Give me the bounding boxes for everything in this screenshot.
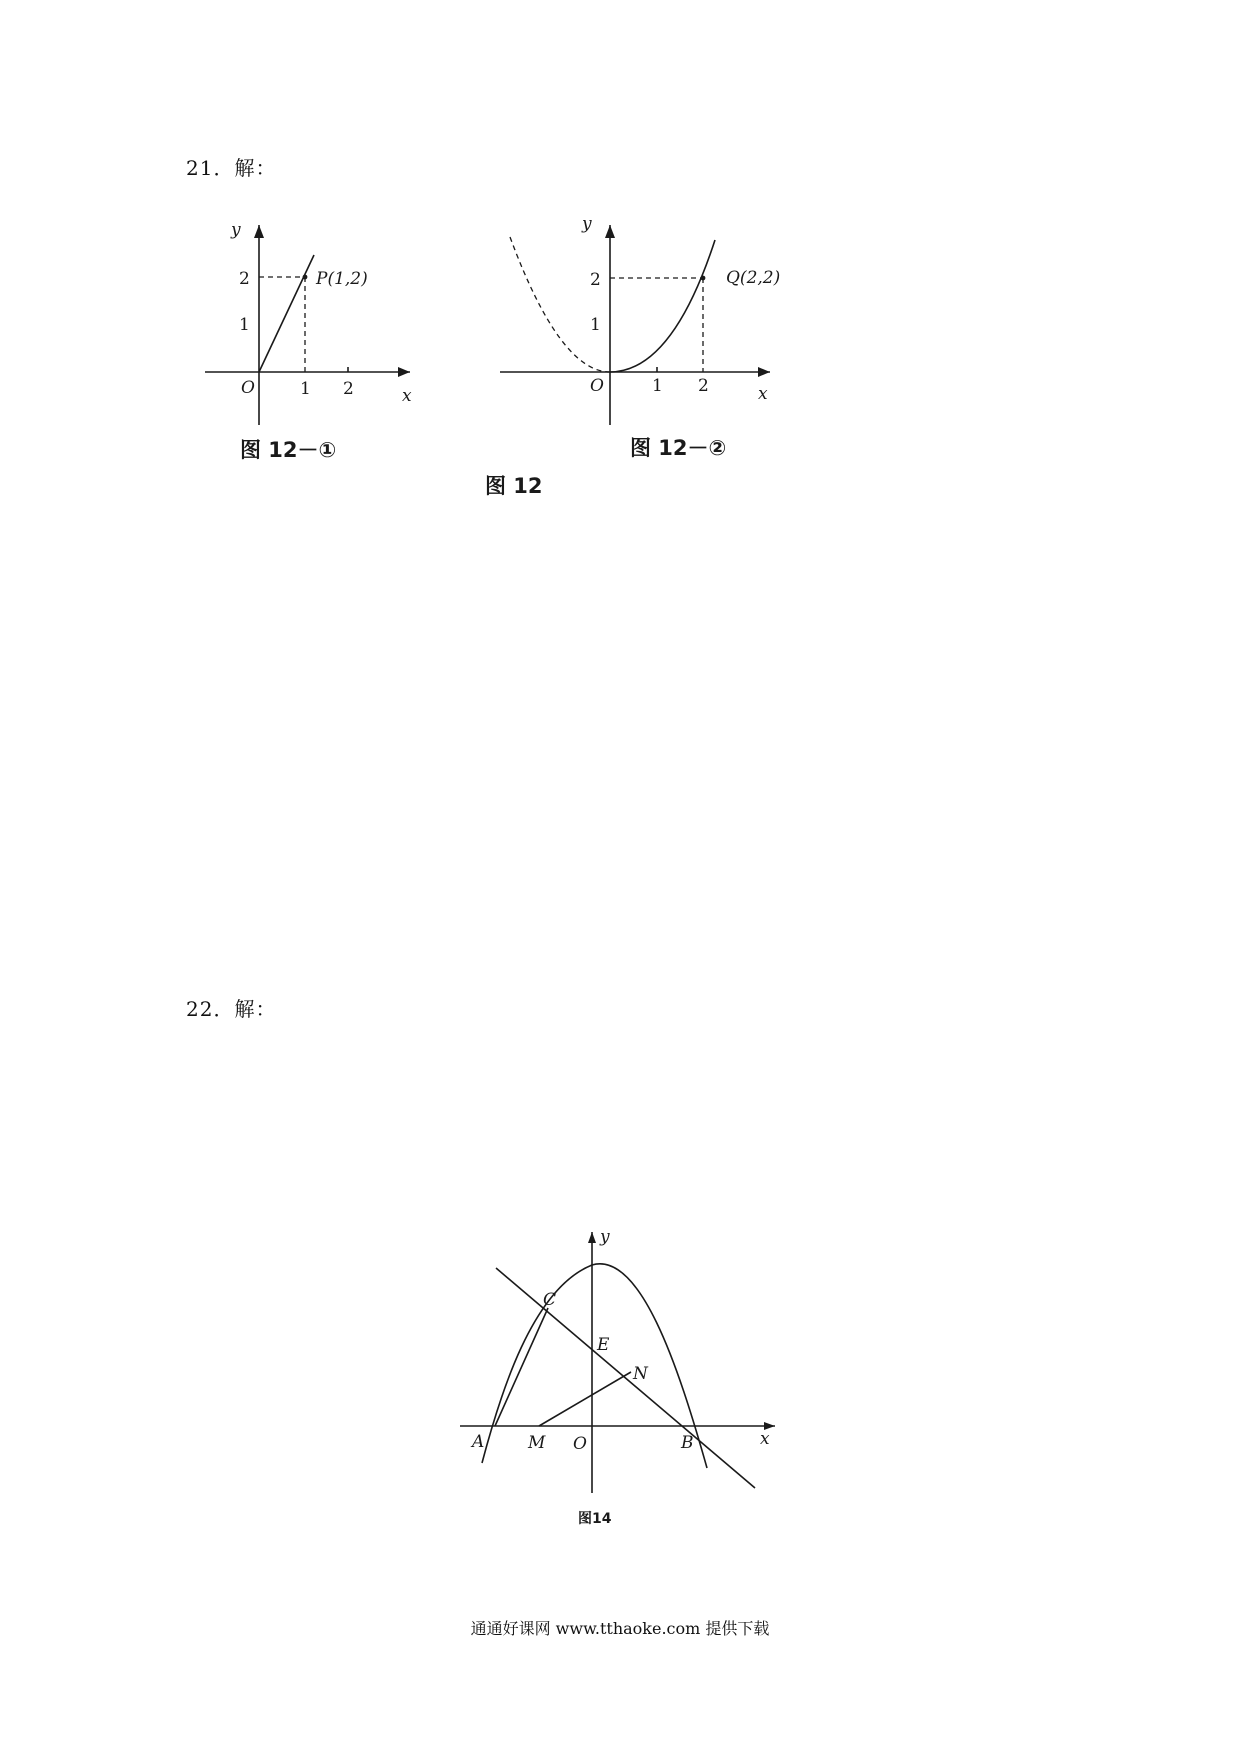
label-m: M	[528, 1433, 546, 1453]
origin-label: O	[241, 378, 255, 398]
point-p	[303, 275, 308, 280]
tick-label-x1: 1	[652, 376, 663, 396]
label-e: E	[597, 1335, 610, 1355]
label-b: B	[681, 1433, 694, 1453]
segment-ac	[495, 1308, 548, 1426]
y-axis-label: y	[582, 214, 592, 234]
origin-label: O	[573, 1434, 587, 1454]
figure-12-1	[195, 205, 455, 465]
label-c: C	[543, 1290, 557, 1310]
point-q-label: Q(2,2)	[726, 268, 781, 288]
x-axis-arrow	[398, 367, 410, 377]
y-axis-label: y	[231, 220, 241, 240]
tick-label-x1: 1	[300, 379, 311, 399]
figure-12-1-caption: 图 12－①	[240, 438, 337, 462]
parabola-left-dashed	[510, 237, 610, 372]
line-segment-op	[259, 255, 314, 372]
parabola-right-solid	[610, 240, 715, 372]
figure-12-caption-box	[485, 465, 605, 505]
segment-mn	[539, 1372, 631, 1426]
label-a: A	[472, 1432, 485, 1452]
origin-label: O	[590, 376, 604, 396]
tick-label-y2: 2	[590, 270, 601, 290]
label-n: N	[633, 1364, 648, 1384]
tick-label-y2: 2	[239, 269, 250, 289]
y-axis-arrow	[605, 225, 615, 238]
x-axis-label: x	[402, 386, 412, 406]
tick-label-x2: 2	[698, 376, 709, 396]
x-axis-label: x	[758, 384, 768, 404]
x-axis-arrow	[758, 367, 770, 377]
point-q	[701, 276, 706, 281]
figure-14-caption: 图14	[578, 1511, 612, 1527]
parabola	[482, 1264, 707, 1468]
figure-12-caption: 图 12	[485, 474, 543, 498]
tick-label-y1: 1	[590, 315, 601, 335]
line-cb	[496, 1268, 755, 1488]
figure-14	[460, 1225, 790, 1555]
y-axis-arrow	[588, 1232, 596, 1243]
x-axis-label: x	[760, 1429, 770, 1449]
footer-text: 通通好课网 www.tthaoke.com 提供下载	[470, 1619, 770, 1638]
point-p-label: P(1,2)	[316, 269, 368, 289]
tick-label-x2: 2	[343, 379, 354, 399]
tick-label-y1: 1	[239, 315, 250, 335]
figure-12-2	[490, 205, 790, 465]
question-22-label: 22．解：	[186, 997, 277, 1021]
figure-12-2-caption: 图 12－②	[630, 436, 727, 460]
y-axis-label: y	[600, 1227, 610, 1247]
question-21-label: 21．解：	[186, 156, 277, 180]
y-axis-arrow	[254, 225, 264, 238]
